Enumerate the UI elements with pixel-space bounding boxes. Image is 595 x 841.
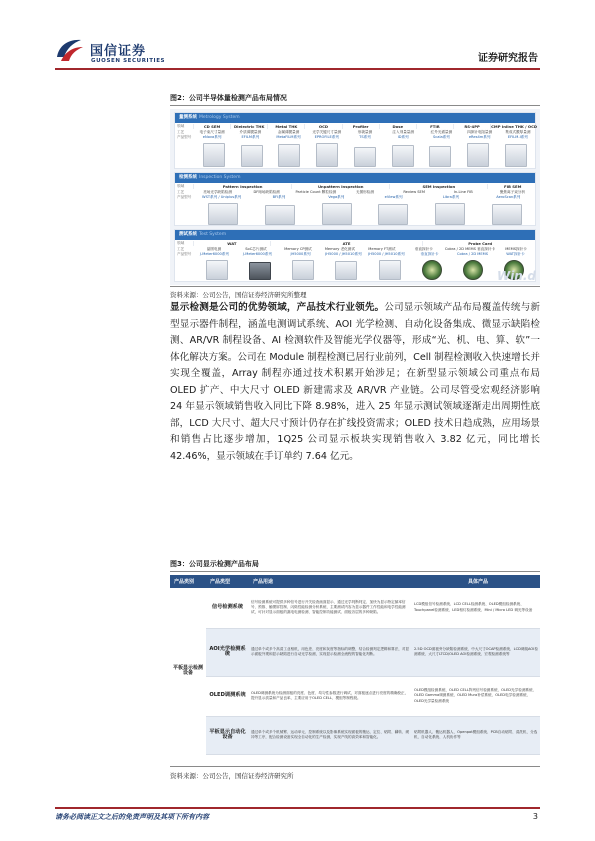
inspection-header: Pattern Inspection bbox=[193, 184, 291, 189]
equipment-image bbox=[265, 205, 295, 225]
page-header bbox=[0, 0, 595, 78]
metrology-header-row: 领域 CD SEM Dielectric THK Metal THK OCD Profiler Dose FTIR RS-4PP CMP Inline THK / OCD bbox=[177, 124, 538, 129]
probe-card-image bbox=[463, 260, 483, 280]
table-row bbox=[170, 588, 540, 628]
column-header: 具体产品 bbox=[412, 575, 540, 588]
figure2-caption-rule bbox=[170, 105, 540, 106]
product-list-cell: LCD模组信号检测系统、LCD CELL检测系统、OLED模组检测系统、Touchpanel检测系统、LED相灯检测系统、Mini / Micro LED 调光等设备 bbox=[412, 588, 540, 628]
header-divider bbox=[55, 68, 540, 70]
equipment-image bbox=[467, 143, 489, 167]
inspection-header: SEM Inspection bbox=[389, 184, 487, 189]
inspection-header: Unpattern Inspection bbox=[291, 184, 389, 189]
logo-name-en: GUOSEN SECURITIES bbox=[91, 58, 166, 64]
equipment-image bbox=[335, 261, 357, 280]
metrology-header: Profiler bbox=[342, 124, 379, 129]
product-type-cell: 信号检测系统 bbox=[206, 588, 249, 628]
metrology-panel bbox=[174, 112, 536, 169]
product-type-cell: 平板显示自动化设备 bbox=[206, 716, 249, 754]
inspection-process-row: 工艺 亮场光学缺陷检测 DF暗场缺陷检测 Particle Count 颗粒检测 无图形检测 Review SEM In-Line FIB 聚焦离子束分析 bbox=[177, 190, 525, 194]
equipment-image bbox=[354, 147, 376, 167]
equipment-image bbox=[278, 144, 300, 167]
metrology-header: OCD bbox=[304, 124, 341, 129]
test-header: Probe Card bbox=[422, 241, 537, 246]
product-list-cell: 2.5D OCD面板旁分缺陷检测系统、中大尺寸OCAP检测系统、LCD调阅AOI检测系统、大尺寸LTCD/OLED AOI检测系统、宏观检测系统等 bbox=[412, 628, 540, 676]
page-number: 3 bbox=[532, 812, 538, 821]
table-row bbox=[170, 716, 540, 754]
figure3-caption-rule bbox=[170, 571, 540, 572]
test-panel-title: 测试系统 Test System bbox=[175, 230, 535, 240]
guosen-logo-icon bbox=[55, 37, 85, 63]
probe-card-image bbox=[422, 260, 442, 280]
figure3-caption: 图3：公司显示检测产品布局 bbox=[170, 560, 259, 568]
product-usage-cell: 信号检测系统可提供多种信号进行开关检查画面显示、通过光学判断判定、加快为显示特定频率信号、预推、触摸屏控制、闪烁性能检测分析系统、主要测试内容为显示器件工作性能和电学性能测试，可针对显示面板的漏电电测检测、智能控制功能测试、面板各层的多种缺陷。 bbox=[249, 588, 412, 628]
equipment-image bbox=[379, 260, 401, 280]
figure2-source: 资料来源：公司公告，国信证券经济研究所整理 bbox=[170, 291, 307, 299]
inspection-header: FIB SEM bbox=[487, 184, 537, 189]
product-list-cell: OLED模组检测系统、OLED CELL阵列信号检测系统、OLED光学检测系统、OLED Gamma调测系统、OLED Mura补偿系统、OLED电学检测系统、OLED光学量检测系统 bbox=[412, 676, 540, 716]
metrology-header: Metal THK bbox=[267, 124, 304, 129]
metrology-process-row: 工艺 电子束尺寸量测 介质薄膜量测 金属薄膜量测 光学关键尺寸量测 形貌量测 注入剂量量测 红外光谱量测 四探针电阻量测 集成式膜厚量测 bbox=[177, 130, 531, 134]
metrology-header: CD SEM bbox=[193, 124, 230, 129]
equipment-image bbox=[241, 145, 263, 167]
metrology-header: Dielectric THK bbox=[230, 124, 267, 129]
table-row bbox=[170, 628, 540, 676]
table-header-row bbox=[170, 575, 540, 588]
figure3-source: 资料来源：公司公告，国信证券经济研究所 bbox=[170, 772, 294, 780]
display-product-table bbox=[170, 575, 540, 755]
equipment-image bbox=[378, 204, 408, 225]
wind-watermark: Win.d bbox=[496, 269, 536, 283]
equipment-image bbox=[435, 203, 465, 225]
figure2-product-map bbox=[170, 109, 540, 285]
metrology-model-row: 产品型号 eNova系列 EFILM系列 MetaFILM系列 EPROFILE系列 TS系列 ID系列 Scala系列 eRes4m系列 EFILM-I系列 bbox=[177, 135, 528, 139]
test-header: ATE bbox=[270, 241, 423, 246]
product-usage-cell: OLED调测系统为检测面板的亮度、色度、均匀性参数进行调试，对面板逐点进行亮度的精确校正，提升显示质量和产品良率，主要应用于OLED CELL、模组等制程段。 bbox=[249, 676, 412, 716]
column-header: 产品用途 bbox=[249, 575, 412, 588]
product-type-cell: OLED调测系统 bbox=[206, 676, 249, 716]
guosen-logo bbox=[55, 37, 275, 71]
metrology-header: FTIR bbox=[416, 124, 453, 129]
footer-divider bbox=[55, 807, 540, 809]
figure2-bottom-rule bbox=[170, 286, 540, 287]
figure2-caption: 图2：公司半导体量检测产品布局情况 bbox=[170, 94, 287, 102]
test-panel bbox=[174, 229, 536, 282]
test-header: WAT bbox=[193, 241, 270, 246]
figure3-bottom-rule bbox=[170, 766, 540, 767]
report-type-label: 证券研究报告 bbox=[478, 53, 538, 64]
equipment-image bbox=[322, 203, 352, 225]
product-usage-cell: 通过单个或多个机械臂、运动单元、控制系统以及影像系统实现面板的搬运、定位、贴附、翻转、缓冲等工序，配合检测设备实现全自动化的生产检测，实现产线的高效率和智能化。 bbox=[249, 716, 412, 754]
inspection-panel-title: 检测系统 Inspection System bbox=[175, 173, 535, 183]
metrology-header: RS-4PP bbox=[453, 124, 490, 129]
inspection-model-row: 产品型号 WST系列 / Uniplus系列 BFI系列 Vega系列 eView系列 Libra系列 AeroScan系列 bbox=[177, 195, 521, 199]
metrology-header: CMP Inline THK / OCD bbox=[491, 124, 538, 129]
test-header-row: 领域 WAT ATE Probe Card bbox=[175, 241, 537, 246]
equipment-image bbox=[392, 145, 414, 167]
equipment-image bbox=[206, 260, 228, 280]
equipment-image bbox=[492, 204, 522, 225]
test-equipment-images bbox=[195, 258, 535, 280]
column-header: 产品类别 bbox=[170, 575, 206, 588]
product-type-cell: AOI光学检测系统 bbox=[206, 628, 249, 676]
column-header: 产品类型 bbox=[206, 575, 249, 588]
equipment-image bbox=[292, 260, 314, 280]
metrology-panel-title: 量测系统 Metrology System bbox=[175, 113, 535, 123]
equipment-image bbox=[208, 203, 238, 225]
equipment-image bbox=[203, 143, 225, 167]
display-business-paragraph bbox=[170, 300, 540, 465]
table-row bbox=[170, 676, 540, 716]
test-model-row: 产品型号 J-Meter6000系列 J-Meter6000系列 JH5000系列 JH5000 / JH5010系列 JH5000 / JH5010系列 垂直探针卡 Cobra / 2D MEMS WAT探针卡 bbox=[177, 252, 525, 256]
product-list-cell: 贴附机器人、搬运机器人、Openpot模组系统、PCB自动贴附、清洗机、分选机、自动化系统、人机协作等 bbox=[412, 716, 540, 754]
metrology-header: Dose bbox=[379, 124, 416, 129]
footer-disclaimer: 请务必阅读正文之后的免责声明及其项下所有内容 bbox=[55, 813, 209, 821]
equipment-image bbox=[316, 143, 338, 167]
paragraph-lead: 显示检测是公司的优势领域，产品技术行业领先。 bbox=[170, 302, 385, 313]
inspection-header-row: 领域 Pattern Inspection Unpattern Inspection SEM Inspection FIB SEM bbox=[175, 184, 537, 189]
logo-name-cn: 国信证券 bbox=[90, 44, 147, 59]
category-cell: 平板显示检测设备 bbox=[170, 588, 206, 754]
inspection-equipment-images bbox=[195, 201, 535, 225]
metrology-equipment-images bbox=[195, 141, 535, 167]
product-usage-cell: 通过单个或多个高清工业相机，用色差、亮度和灰度等指标的调整，结合检测判定逻辑和算法，对显示面板外观和显示缺陷进行自动光学检测，实现显示检测全流程的智能化判断。 bbox=[249, 628, 412, 676]
test-process-row: 工艺 晶圆电测 SoC芯片测试 Memory CP测试 Memory 老化测试 Memory FT测试 垂直探针卡 Cobra / 2D MEMS 垂直探针卡 MEMS探针卡 bbox=[177, 247, 527, 251]
equipment-image bbox=[505, 144, 527, 167]
paragraph-body: 公司显示领域产品布局覆盖传统与新型显示器件制程，涵盖电测调试系统、AOI 光学检测、自动化设备集成、微显示缺陷检测、AR/VR 制程设备、AI 检测软件及智能光学仪器等，形成“光、机、电、算、软”一体化解决方案。公司在 Module 制程检测已居行业前列，Cell 制程检测收入快速增长并实现全覆盖，Array 制程亦通过技术积累开始涉足；在新型显示领域公司重点布局 OLED 扩产、中大尺寸 OLED 新建需求及 AR/VR 产业链。公司尽管受宏观经济影响 24 年显示领域销售收入同比下降 8.98%，进入 25 年显示测试领域逐渐走出周期性底部，LCD 大尺寸、超大尺寸预计仍存在扩线投资需求；OLED 技术日趋成熟，应用场景和销售占比逐步增加，1Q25 公司显示板块实现销售收入 3.82 亿元，同比增长 42.46%，显示领域在手订单约 7.64 亿元。 bbox=[170, 302, 541, 462]
equipment-image bbox=[429, 146, 451, 167]
equipment-image bbox=[249, 262, 271, 280]
inspection-panel bbox=[174, 172, 536, 226]
